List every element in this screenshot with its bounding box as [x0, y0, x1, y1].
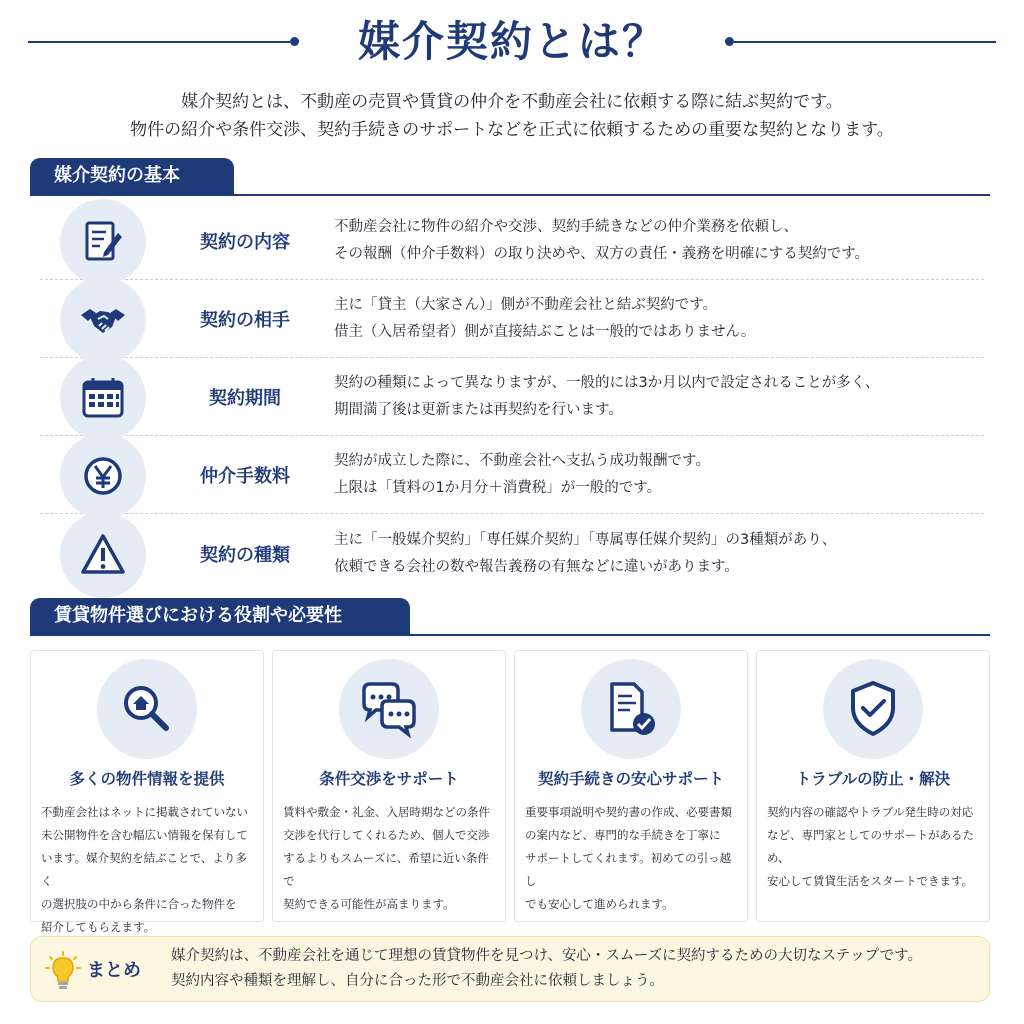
basics-row-label: 契約の相手	[200, 309, 290, 331]
role-card-title: 条件交渉をサポート	[319, 770, 459, 788]
title-divider-right	[734, 41, 996, 43]
card-text-line: サポートしてくれます。初めての引っ越し	[525, 851, 732, 888]
card-text-line: 賃料や敷金・礼金、入居時期などの条件	[283, 805, 490, 819]
role-card-text	[283, 801, 497, 916]
role-card-text	[41, 801, 255, 939]
description-line: 契約の種類によって異なりますが、一般的には3か月以内で設定されることが多く、	[334, 374, 880, 391]
card-text-line: 契約できる可能性が高まります。	[283, 897, 455, 911]
roles-cards	[30, 650, 990, 934]
role-card-title: トラブルの防止・解決	[795, 770, 951, 788]
card-text-line: するよりもスムーズに、希望に近い条件で	[283, 851, 489, 888]
role-card-trouble	[756, 650, 990, 922]
card-text-line: 交渉を代行してくれるため、個人で交渉	[283, 828, 490, 842]
description-line: 主に「一般媒介契約」「専任媒介契約」「専属専任媒介契約」の3種類があり、	[334, 532, 837, 548]
intro-text	[0, 88, 1024, 144]
role-card-negotiation	[272, 650, 506, 922]
section-tab-roles: 賃貸物件選びにおける役割や必要性	[30, 598, 410, 634]
basics-row-types	[40, 514, 984, 594]
description-line: 契約が成立した際に、不動産会社へ支払う成功報酬です。	[334, 452, 710, 469]
basics-row-label: 仲介手数料	[200, 465, 290, 487]
description-line: 上限は「賃料の1か月分＋消費税」が一般的です。	[334, 479, 662, 496]
description-line: 主に「貸主（大家さん）」側が不動産会社と結ぶ契約です。	[334, 296, 718, 313]
chat-bubbles-icon	[339, 659, 439, 759]
basics-row-description	[334, 436, 974, 513]
card-text-line: 不動産会社はネットに掲載されていない	[41, 805, 248, 819]
title-row	[28, 14, 996, 70]
summary-line: 媒介契約は、不動産会社を通じて理想の賃貸物件を見つけ、安心・スムーズに契約するための大切なステップです。	[171, 948, 922, 964]
basics-row-label: 契約の内容	[200, 231, 290, 253]
house-search-icon	[97, 659, 197, 759]
card-text-line: 安心して賃貸生活をスタートできます。	[767, 874, 974, 888]
card-text-line: 契約内容の確認やトラブル発生時の対応	[767, 805, 974, 819]
role-card-information	[30, 650, 264, 934]
basics-row-description	[334, 202, 974, 279]
summary-box	[30, 936, 990, 1002]
summary-label: まとめ	[87, 960, 141, 981]
card-text-line: の選択肢の中から条件に合った物件を	[41, 897, 237, 911]
document-pen-icon	[60, 199, 146, 285]
lightbulb-icon	[45, 951, 81, 991]
basics-row-fee	[40, 436, 984, 514]
section-header-roles	[30, 598, 990, 636]
basics-row-description	[334, 514, 974, 594]
card-text-line: の案内など、専門的な手続きを丁寧に	[525, 828, 721, 842]
document-check-icon	[581, 659, 681, 759]
basics-row-description	[334, 358, 974, 435]
basics-row-label: 契約期間	[209, 387, 281, 409]
role-card-text	[525, 801, 739, 916]
yen-icon	[60, 433, 146, 519]
section-header-basics	[30, 158, 990, 196]
intro-line: 物件の紹介や条件交渉、契約手続きのサポートなどを正式に依頼するための重要な契約となります。	[130, 120, 894, 140]
description-line: 依頼できる会社の数や報告義務の有無などに違いがあります。	[334, 559, 739, 575]
description-line: 期間満了後は更新または再契約を行います。	[334, 401, 623, 418]
shield-check-icon	[823, 659, 923, 759]
warning-icon	[60, 512, 146, 598]
basics-row-description	[334, 280, 974, 357]
description-line: 不動産会社に物件の紹介や交渉、契約手続きなどの仲介業務を依頼し、	[334, 218, 798, 235]
title-dot-right	[725, 37, 734, 46]
description-line: 借主（入居希望者）側が直接結ぶことは一般的ではありません。	[334, 323, 756, 340]
card-text-line: 紹介してもらえます。	[41, 920, 156, 934]
basics-list	[40, 202, 984, 594]
role-card-title: 多くの物件情報を提供	[69, 770, 225, 788]
card-text-line: など、専門家としてのサポートがあるため、	[767, 828, 974, 865]
basics-row-content	[40, 202, 984, 280]
page-title: 媒介契約とは？	[357, 17, 666, 66]
basics-row-label: 契約の種類	[200, 545, 290, 566]
basics-row-period	[40, 358, 984, 436]
intro-line: 媒介契約とは、不動産の売買や賃貸の仲介を不動産会社に依頼する際に結ぶ契約です。	[181, 92, 843, 112]
summary-line: 契約内容や種類を理解し、自分に合った形で不動産会社に依頼しましょう。	[171, 973, 664, 989]
handshake-icon	[60, 277, 146, 363]
card-text-line: でも安心して進められます。	[525, 897, 674, 911]
description-line: その報酬（仲介手数料）の取り決めや、双方の責任・義務を明確にする契約です。	[334, 245, 870, 262]
card-text-line: 未公開物件を含む幅広い情報を保有して	[41, 828, 248, 842]
role-card-text	[767, 801, 981, 893]
calendar-icon	[60, 355, 146, 441]
basics-row-party	[40, 280, 984, 358]
role-card-procedures	[514, 650, 748, 922]
section-tab-basics: 媒介契約の基本	[30, 158, 234, 194]
card-text-line: 重要事項説明や契約書の作成、必要書類	[525, 805, 732, 819]
role-card-title: 契約手続きの安心サポート	[537, 770, 724, 788]
summary-text	[171, 937, 922, 1001]
card-text-line: います。媒介契約を結ぶことで、より多く	[41, 851, 247, 888]
